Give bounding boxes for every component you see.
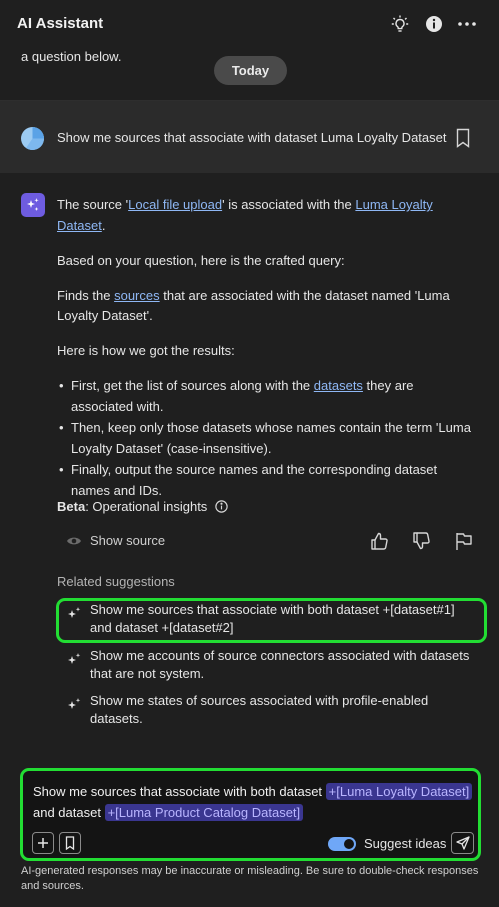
response-steps-list [57,376,477,501]
more-icon[interactable] [456,13,478,35]
panel-header [0,0,499,48]
list-item: • First, get the list of sources along with the datasets they are associated with. [57,376,477,417]
dataset-chip[interactable]: +[Luma Product Catalog Dataset] [105,804,304,821]
response-summary: The source 'Local file upload' is associated with the Luma Loyalty Dataset. [57,197,433,233]
send-icon [456,836,470,850]
insights-label: : Operational insights [85,499,208,514]
user-avatar-icon [21,127,44,150]
eye-icon [66,535,82,547]
saved-prompts-button[interactable] [59,832,81,854]
response-query-intro: Based on your question, here is the crafted query: [57,252,345,268]
datasets-link[interactable]: datasets [313,378,363,393]
thumbs-down-icon[interactable] [412,531,432,551]
highlight-box [56,598,487,643]
disclaimer: AI-generated responses may be inaccurate or misleading. Be sure to double-check responses and sources. [21,865,479,892]
list-item: • Then, keep only those datasets whose names contain the term 'Luma Loyalty Dataset' (case-insensitive). [57,418,477,459]
beta-label: Beta [57,499,86,514]
suggestion-text: Show me accounts of source connectors associated with datasets that are not system. [90,648,470,681]
add-button[interactable] [32,832,54,854]
response-steps-intro: Here is how we got the results: [57,343,235,358]
operational-insights [57,499,228,514]
suggest-ideas-label: Suggest ideas [364,836,447,851]
ai-avatar-icon [21,193,45,217]
prompt-input[interactable] [20,768,481,861]
date-separator-pill: Today [214,56,287,85]
related-suggestions-title: Related suggestions [57,574,175,589]
send-button[interactable] [451,832,474,854]
info-icon[interactable] [423,13,445,35]
list-item: • Finally, output the source names and the corresponding dataset names and IDs. [57,460,477,501]
lightbulb-icon[interactable] [389,13,411,35]
sources-link[interactable]: sources [114,287,160,303]
suggestion-text: Show me states of sources associated with profile-enabled datasets. [90,693,429,726]
thumbs-up-icon[interactable] [370,531,390,551]
luma-loyalty-dataset-link[interactable]: Luma Loyalty Dataset [57,197,433,233]
local-file-upload-link[interactable]: Local file upload [128,197,223,212]
suggestion-text: Show me sources that associate with both dataset +[dataset#1] and dataset +[dataset#2] [90,602,455,635]
info-icon[interactable] [215,500,228,513]
bookmark-icon[interactable] [455,128,471,148]
prompt-input-text[interactable]: Show me sources that associate with both dataset +[Luma Loyalty Dataset] and dataset +[Luma Product Catalog Dataset] [33,781,473,823]
user-message-text: Show me sources that associate with dataset Luma Loyalty Dataset [57,130,447,145]
panel-title: AI Assistant [17,15,104,32]
show-source-button[interactable] [66,533,165,548]
show-source-label: Show source [90,533,166,548]
response-query-description: Finds the sources that are associated with the dataset named 'Luma Loyalty Dataset'. [57,287,450,323]
bookmark-icon [65,836,75,850]
suggest-ideas-toggle[interactable] [328,837,356,851]
user-message [0,101,499,173]
intro-text: a question below. [21,49,122,64]
suggestion-item[interactable] [66,647,476,683]
dataset-chip[interactable]: +[Luma Loyalty Dataset] [326,783,473,800]
sparkle-icon [66,652,82,668]
flag-icon[interactable] [454,531,474,551]
ai-response [57,195,477,502]
plus-icon [37,837,49,849]
sparkle-icon [66,697,82,713]
suggestion-item[interactable] [66,692,476,728]
